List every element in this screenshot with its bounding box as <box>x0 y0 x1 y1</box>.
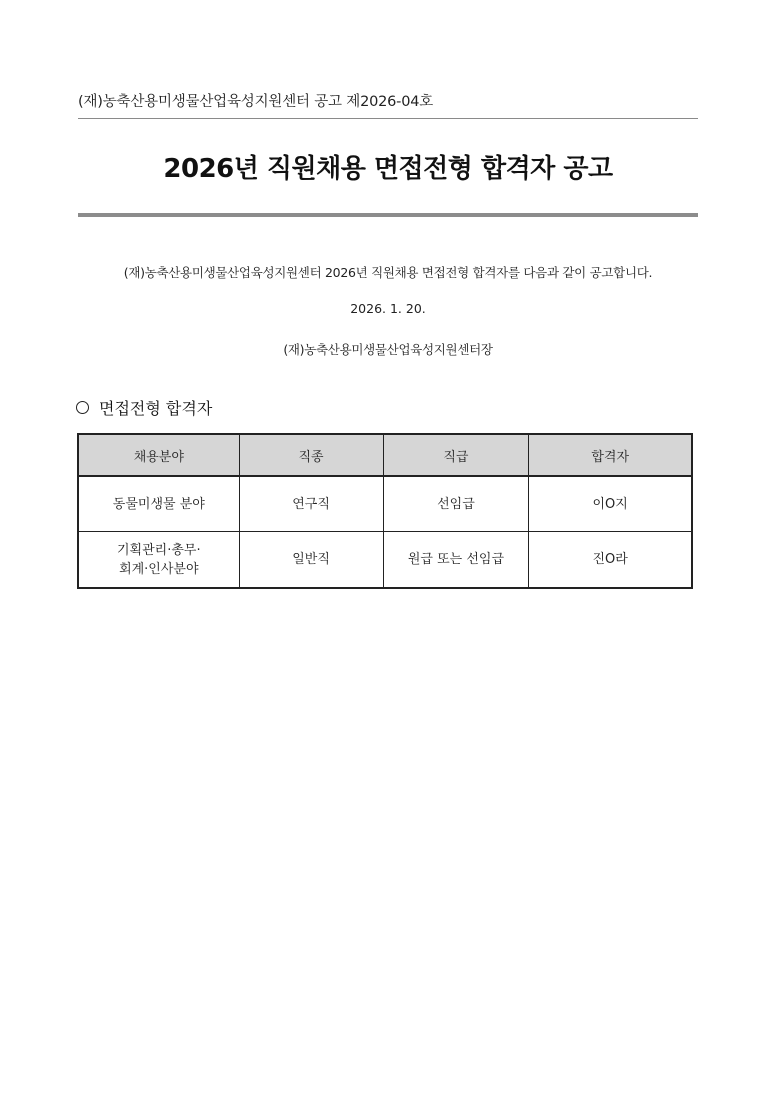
header-cell-job-type: 직종 <box>239 434 383 476</box>
header-cell-passer: 합격자 <box>529 434 692 476</box>
cell-grade: 원급 또는 선임급 <box>383 532 529 589</box>
section-heading-label: 면접전형 합격자 <box>99 399 213 418</box>
announcement-issuer: (재)농축산용미생물산업육성지원센터장 <box>283 342 493 357</box>
announcement-body: (재)농축산용미생물산업육성지원센터 2026년 직원채용 면접전형 합격자를 다음과 같이 공고합니다. <box>123 265 653 280</box>
table-row <box>78 532 692 589</box>
cell-passer: 이O지 <box>529 476 692 532</box>
title-divider <box>78 213 698 217</box>
header-divider <box>78 118 698 119</box>
result-table <box>77 433 693 589</box>
cell-grade: 선임급 <box>383 476 529 532</box>
circle-bullet-icon <box>76 401 89 414</box>
header-cell-grade: 직급 <box>383 434 529 476</box>
cell-field: 동물미생물 분야 <box>78 476 239 532</box>
header-cell-field: 채용분야 <box>78 434 239 476</box>
section-heading <box>76 396 212 419</box>
cell-job-type: 연구직 <box>239 476 383 532</box>
table-row <box>78 476 692 532</box>
document-title: 2026년 직원채용 면접전형 합격자 공고 <box>163 154 613 184</box>
announcement-date: 2026. 1. 20. <box>350 301 426 316</box>
table-header-row <box>78 434 692 476</box>
cell-job-type: 일반직 <box>239 532 383 589</box>
cell-field: 기획관리·총무· 회계·인사분야 <box>78 532 239 589</box>
cell-passer: 진O라 <box>529 532 692 589</box>
notice-number: (재)농축산용미생물산업육성지원센터 공고 제2026-04호 <box>78 94 434 110</box>
